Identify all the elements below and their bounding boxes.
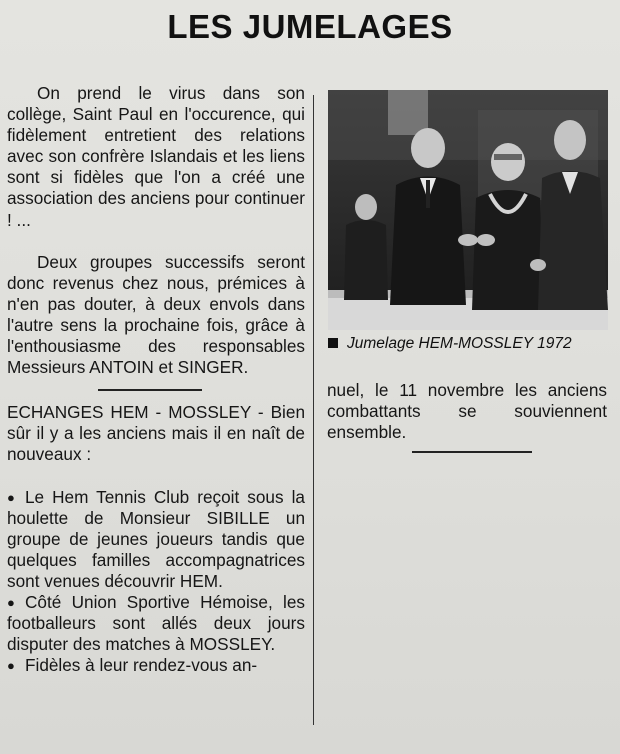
bullet-icon: ●	[7, 489, 15, 505]
caption-square-icon	[328, 338, 338, 348]
section-heading: ECHANGES HEM - MOSSLEY - Bien sûr il y a les anciens mais il en naît de nouveaux :	[7, 402, 305, 465]
paragraph-gap	[7, 231, 305, 252]
photo	[328, 90, 608, 330]
bullet-text: Le Hem Tennis Club reçoit sous la houlette de Monsieur SIBILLE un groupe de jeunes joueurs tandis que quelques familles accompagnatrices sont venues découvrir HEM.	[7, 486, 305, 591]
paragraph-groups: Deux groupes successifs seront donc revenus chez nous, prémices à n'en pas douter, à deux envols dans l'autre sens la prochaine fois, grâce à l'enthousiasme des responsables Messieurs ANTOIN et SINGER.	[7, 251, 305, 378]
bullet-text: Côté Union Sportive Hémoise, les footballeurs sont allés deux jours disputer des matches à MOSSLEY.	[7, 591, 305, 655]
photo-illustration	[328, 90, 608, 330]
article-title: LES JUMELAGES	[167, 8, 453, 45]
bullet-text: Fidèles à leur rendez-vous an-	[25, 655, 258, 676]
caption-text: Jumelage HEM-MOSSLEY 1972	[347, 335, 572, 352]
section-divider	[98, 389, 202, 391]
bullet-icon: ●	[7, 594, 15, 610]
paragraph-gap	[7, 466, 305, 487]
paragraph-intro: On prend le virus dans son collège, Saint Paul en l'occurence, qui fidèlement entretient des relations avec son confrère Islandais et les liens sont si fidèles que l'on a créé une association des anciens pour continuer ! ...	[7, 83, 305, 230]
left-column	[7, 83, 305, 676]
end-divider	[412, 451, 532, 453]
paragraph-continuation: nuel, le 11 novembre les anciens combattants se souviennent ensemble.	[327, 380, 607, 443]
right-column	[327, 380, 607, 443]
column-divider	[313, 95, 314, 725]
bullet-icon: ●	[7, 658, 15, 674]
photo-caption	[328, 335, 613, 353]
list-item	[7, 487, 305, 592]
list-item	[7, 592, 305, 655]
list-item	[7, 655, 305, 676]
